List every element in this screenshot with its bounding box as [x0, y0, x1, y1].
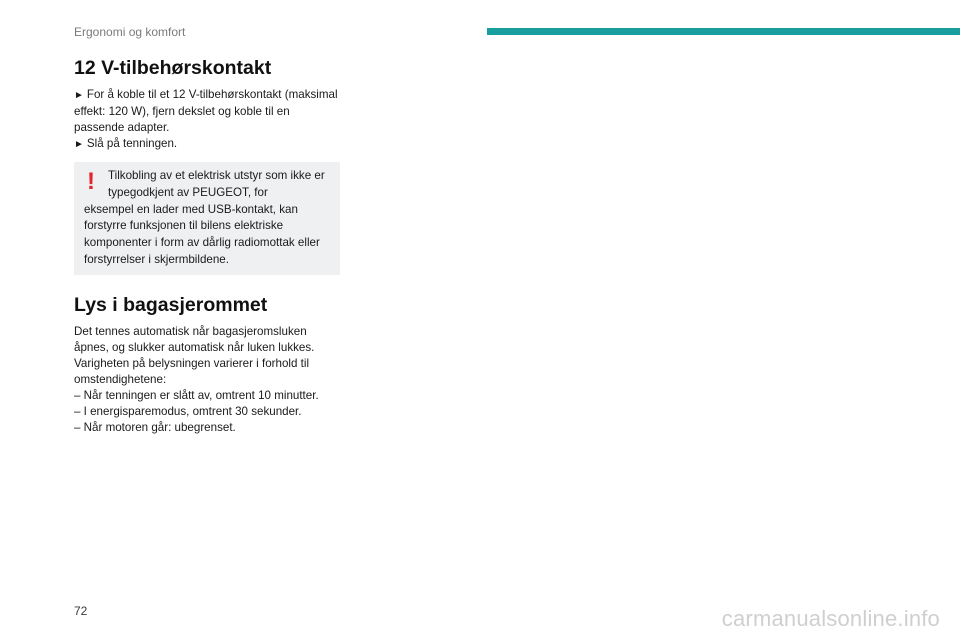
- step-2-text: Slå på tenningen.: [86, 137, 178, 150]
- list-item: – I energisparemodus, omtrent 30 sekunder.: [74, 404, 302, 418]
- running-header: Ergonomi og komfort: [74, 25, 186, 39]
- list-item: – Når motoren går: ubegrenset.: [74, 420, 236, 434]
- boot-light-list: [74, 388, 340, 436]
- boot-light-intro: Det tennes automatisk når bagasjeromsluken åpnes, og slukker automatisk når luken lukkes. Varigheten på belysningen varierer i forhold til omstendighetene:: [74, 324, 315, 386]
- watermark-text: carmanualsonline.info: [721, 606, 940, 631]
- warning-line-1: Tilkobling av et elektrisk utstyr som ikke er typegodkjent av PEUGEOT, for: [108, 169, 325, 199]
- instruction-step-1: [74, 87, 340, 136]
- page-number: 72: [74, 604, 88, 618]
- warning-text: [84, 168, 334, 269]
- warning-line-2: eksempel en lader med USB-kontakt, kan forstyrre funksjonen til bilens elektriske komponenter i form av dårlig radiomottak eller forstyrrelser i skjermbildene.: [84, 202, 320, 266]
- warning-note: [74, 162, 340, 275]
- arrow-icon: ►: [74, 139, 84, 150]
- section-title-boot-light: Lys i bagasjerommet: [74, 293, 268, 316]
- list-item: – Når tenningen er slått av, omtrent 10 minutter.: [74, 388, 319, 402]
- step-1-text: For å koble til et 12 V-tilbehørskontakt (maksimal effekt: 120 W), fjern dekslet og koble til en passende adapter.: [74, 88, 338, 134]
- section-title-12v-socket: 12 V-tilbehørskontakt: [74, 57, 272, 79]
- arrow-icon: ►: [74, 90, 84, 101]
- content-column: [74, 56, 340, 436]
- instruction-step-2: [74, 136, 340, 153]
- accent-bar: [487, 28, 960, 35]
- exclamation-icon: !: [87, 168, 95, 195]
